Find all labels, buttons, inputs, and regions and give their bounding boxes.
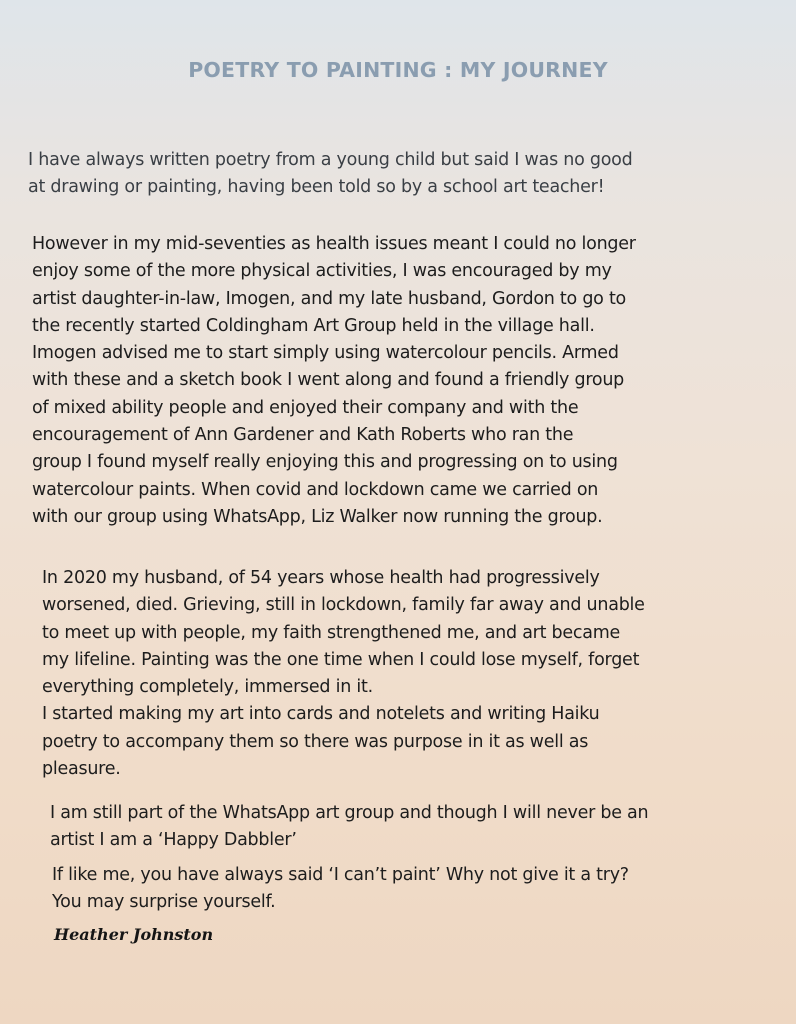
paragraph-happy-dabbler [50,800,648,855]
text-line: artist I am a ‘Happy Dabbler’ [50,830,297,851]
text-line: with our group using WhatsApp, Liz Walker now running the group. [32,506,603,527]
text-line: pleasure. [42,759,121,780]
text-line: the recently started Coldingham Art Group held in the village hall. [32,315,595,336]
text-line: to meet up with people, my faith strengthened me, and art became [42,622,621,643]
text-line: encouragement of Ann Gardener and Kath Roberts who ran the [32,425,574,446]
text-line: with these and a sketch book I went along and found a friendly group [32,370,625,391]
text-line: In 2020 my husband, of 54 years whose health had progressively [42,568,600,588]
text-line: You may surprise yourself. [52,892,276,913]
text-line: I am still part of the WhatsApp art group and though I will never be an [50,803,649,823]
text-line: at drawing or painting, having been told so by a school art teacher! [28,177,605,198]
text-line: of mixed ability people and enjoyed their company and with the [32,397,579,418]
text-line: However in my mid-seventies as health issues meant I could no longer [32,234,636,254]
paragraph-intro [28,147,633,202]
document-title: POETRY TO PAINTING : MY JOURNEY [188,58,608,82]
text-line: my lifeline. Painting was the one time when I could lose myself, forget [42,649,640,670]
text-line: poetry to accompany them so there was purpose in it as well as [42,731,589,752]
text-line: worsened, died. Grieving, still in lockdown, family far away and unable [42,595,645,616]
text-line: everything completely, immersed in it. [42,677,373,698]
paragraph-closing [52,862,629,917]
paragraph-art-group [32,231,636,531]
text-line: I started making my art into cards and notelets and writing Haiku [42,704,600,725]
text-line: group I found myself really enjoying this and progressing on to using [32,452,618,473]
author-signature: Heather Johnston [54,925,214,944]
paragraph-lockdown [42,565,645,783]
text-line: artist daughter-in-law, Imogen, and my late husband, Gordon to go to [32,288,627,309]
text-line: watercolour paints. When covid and lockdown came we carried on [32,479,599,500]
text-line: Imogen advised me to start simply using watercolour pencils. Armed [32,343,619,364]
text-line: I have always written poetry from a young child but said I was no good [28,150,633,170]
text-line: enjoy some of the more physical activities, I was encouraged by my [32,261,612,282]
text-line: If like me, you have always said ‘I can’t paint’ Why not give it a try? [52,865,629,885]
